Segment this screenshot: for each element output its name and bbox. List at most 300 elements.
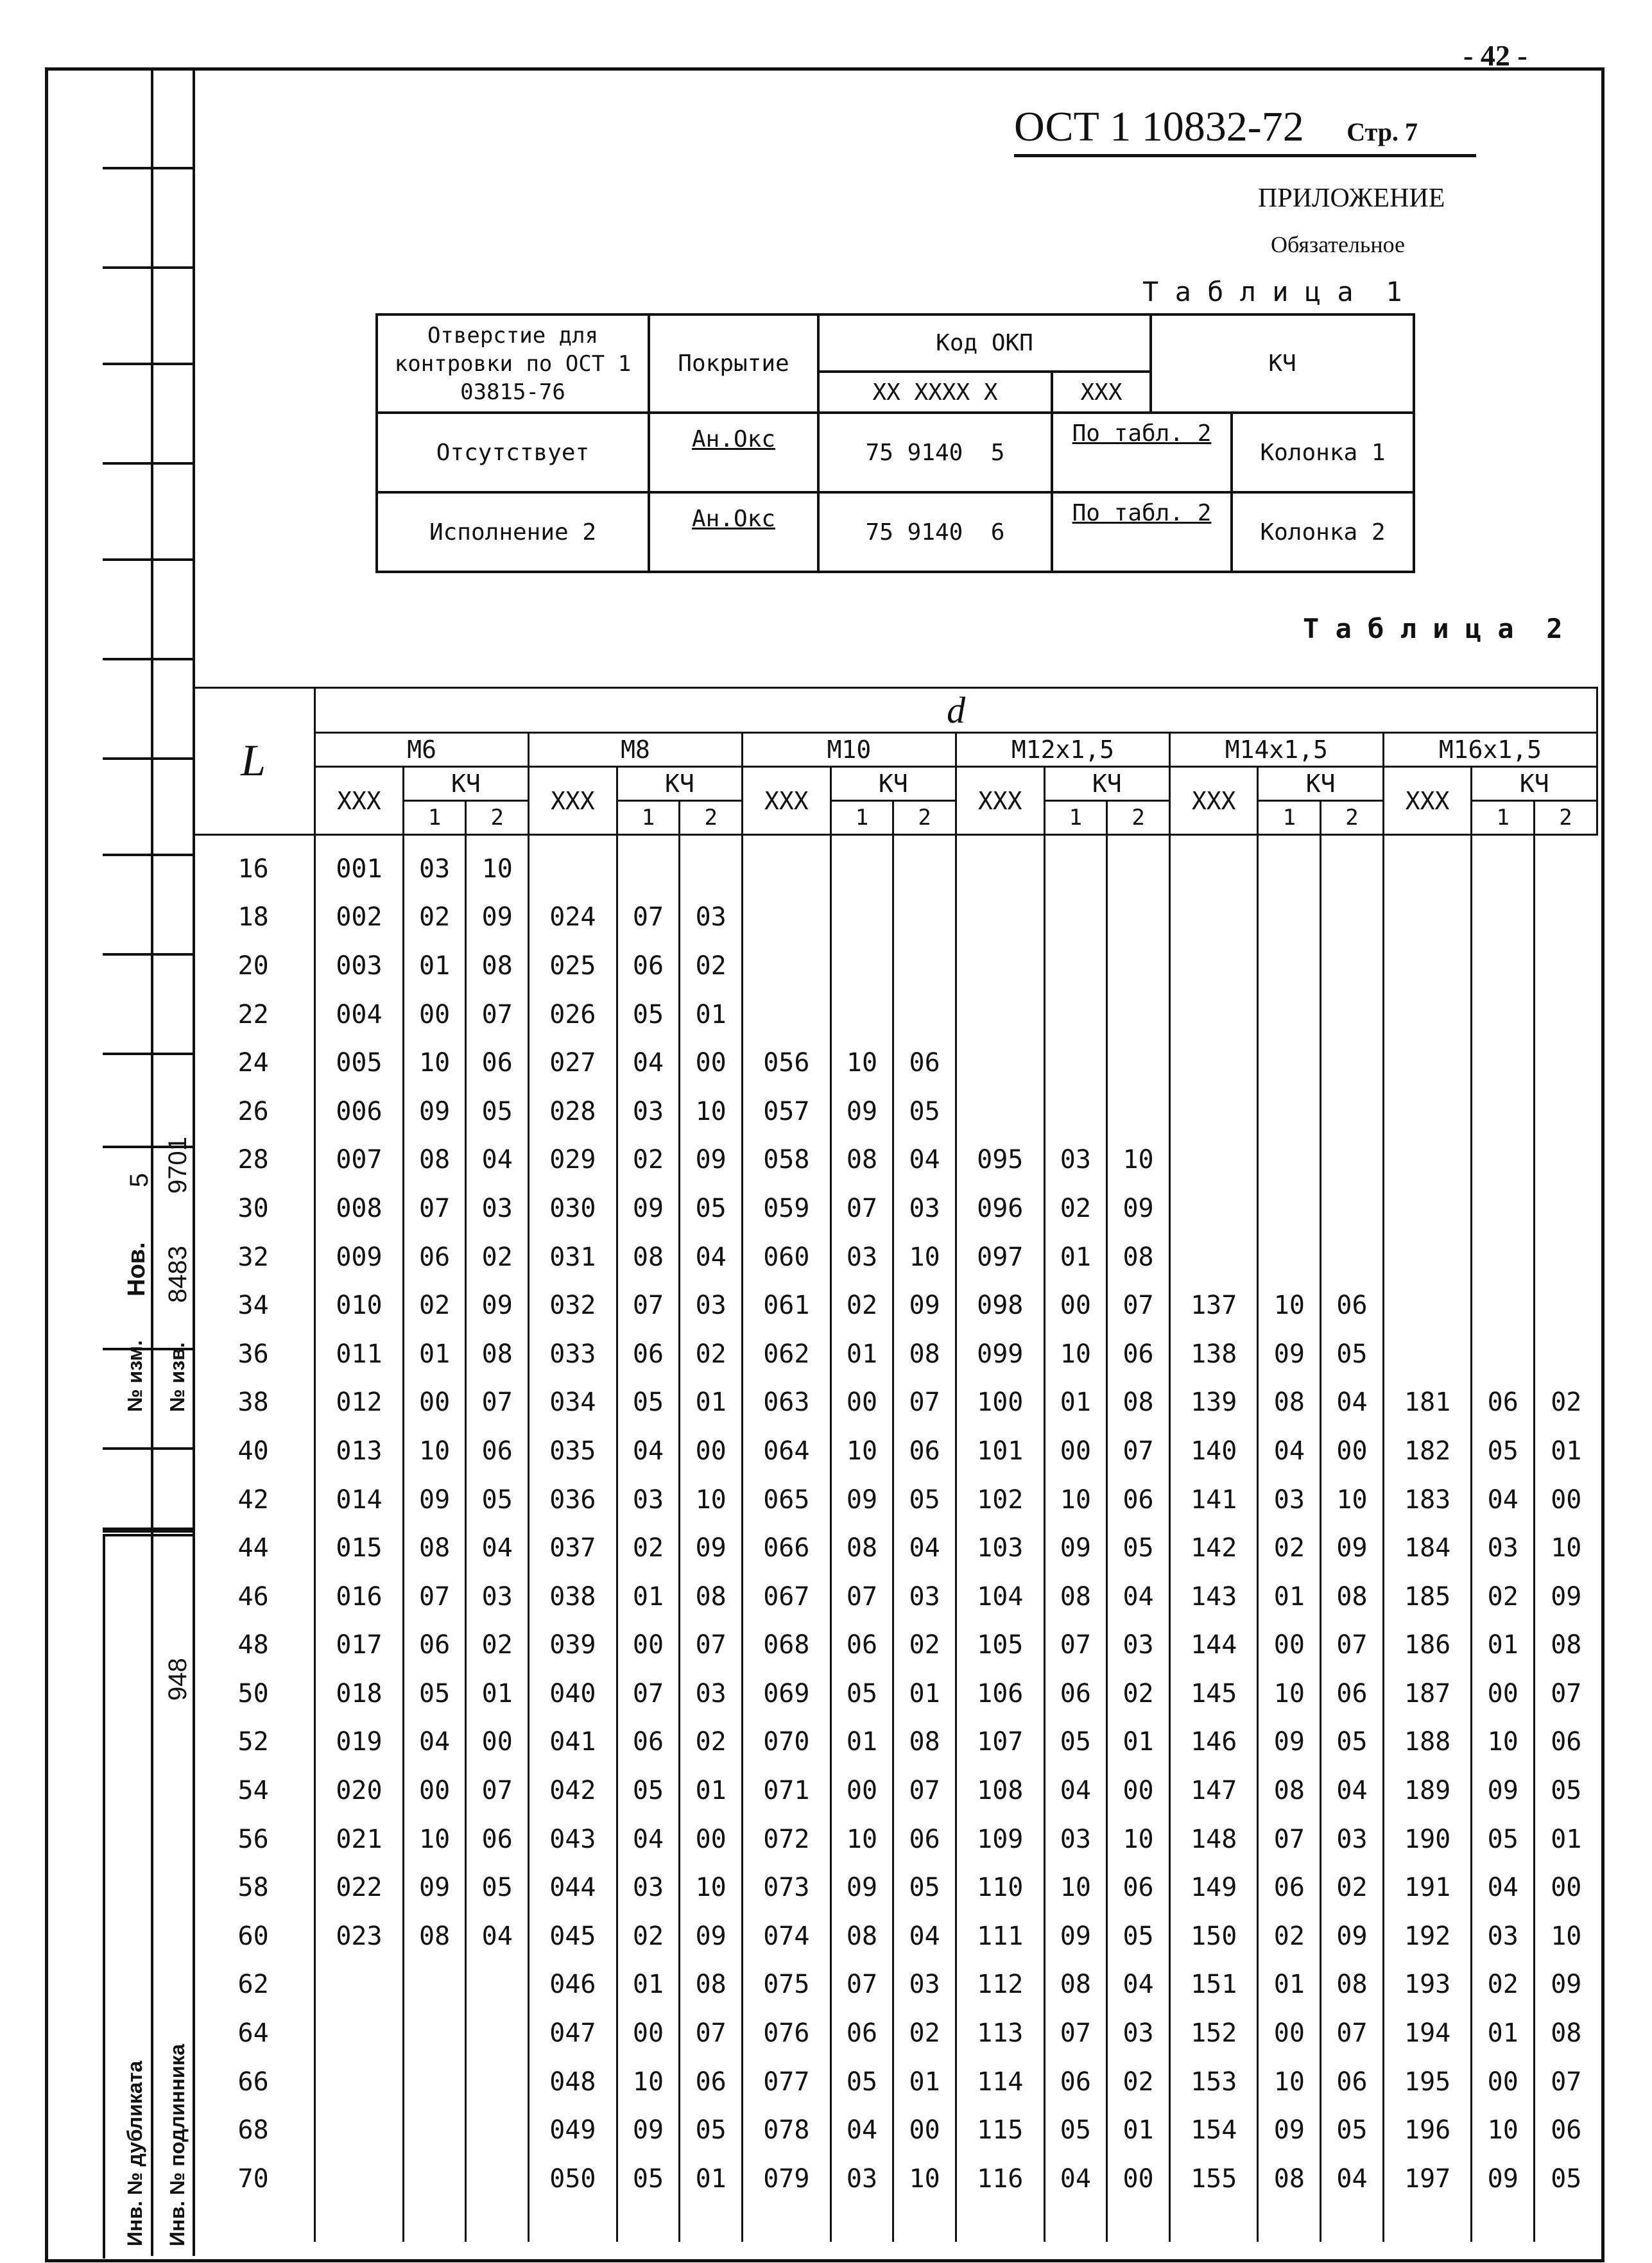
table-cell: 05 bbox=[1472, 1427, 1535, 1476]
table-cell bbox=[1472, 990, 1535, 1039]
table-cell: 00 bbox=[1472, 1669, 1535, 1718]
row-length: 58 bbox=[237, 1873, 269, 1903]
table-cell: 02 bbox=[1472, 1961, 1535, 2009]
table-cell: 03 bbox=[1107, 2009, 1170, 2058]
table-cell: 115 bbox=[956, 2106, 1044, 2155]
table-cell: 02 bbox=[1258, 1912, 1321, 1961]
table-cell: 03 bbox=[830, 1233, 893, 1282]
row-length: 20 bbox=[237, 951, 269, 981]
table-cell: 041 bbox=[529, 1718, 617, 1767]
table-cell: 012 bbox=[315, 1379, 404, 1427]
table-cell: 02 bbox=[1258, 1524, 1321, 1572]
t2-head-xxx-3: XXX bbox=[956, 767, 1044, 835]
t2-head-c1-0: 1 bbox=[403, 801, 466, 835]
table-cell: 106 bbox=[956, 1669, 1044, 1718]
table-cell: 09 bbox=[1044, 1912, 1107, 1961]
table-cell: 02 bbox=[893, 1621, 956, 1670]
table-cell: 030 bbox=[529, 1184, 617, 1233]
table-cell: 08 bbox=[1535, 1621, 1597, 1670]
table-cell: 039 bbox=[529, 1621, 617, 1670]
table-cell: 024 bbox=[529, 893, 617, 942]
table-cell: 02 bbox=[680, 1330, 743, 1379]
table-cell: 050 bbox=[529, 2155, 617, 2203]
table-cell bbox=[403, 1961, 466, 2009]
table-cell bbox=[1107, 990, 1170, 1039]
table-cell: 01 bbox=[893, 2058, 956, 2106]
table-cell: 10 bbox=[830, 1815, 893, 1864]
margin-rule-1 bbox=[103, 167, 193, 169]
table-cell: 144 bbox=[1169, 1621, 1258, 1670]
table-cell: 08 bbox=[1044, 1961, 1107, 2009]
table-cell bbox=[1321, 893, 1384, 942]
table-cell-empty bbox=[893, 2203, 956, 2242]
table-cell: 05 bbox=[1107, 1912, 1170, 1961]
t2-head-group-3: M12x1,5 bbox=[956, 733, 1169, 767]
table-cell: 10 bbox=[1107, 1815, 1170, 1864]
table-cell: 08 bbox=[1535, 2009, 1597, 2058]
table-cell: 188 bbox=[1383, 1718, 1472, 1767]
table-cell bbox=[1258, 1233, 1321, 1282]
row-length: 36 bbox=[237, 1339, 269, 1369]
table-cell: 08 bbox=[680, 1961, 743, 2009]
table-cell: 01 bbox=[680, 2155, 743, 2203]
table-cell: 142 bbox=[1169, 1524, 1258, 1572]
table-cell bbox=[1107, 1087, 1170, 1136]
table-cell: 04 bbox=[1258, 1427, 1321, 1476]
table-cell: 10 bbox=[1044, 1330, 1107, 1379]
table-cell bbox=[1321, 835, 1384, 893]
table-cell: 03 bbox=[617, 1863, 680, 1912]
table-cell: 007 bbox=[315, 1136, 404, 1185]
table-cell: 07 bbox=[893, 1766, 956, 1815]
table-cell: 05 bbox=[466, 1087, 529, 1136]
table-cell: 07 bbox=[1044, 1621, 1107, 1670]
table-cell bbox=[1383, 1233, 1472, 1282]
t2-head-c1-4: 1 bbox=[1258, 801, 1321, 835]
table-cell: 191 bbox=[1383, 1863, 1472, 1912]
table-cell: 06 bbox=[830, 1621, 893, 1670]
table-cell: 049 bbox=[529, 2106, 617, 2155]
table-cell bbox=[1321, 1136, 1384, 1185]
table-cell: 05 bbox=[1107, 1524, 1170, 1572]
table-cell: 034 bbox=[529, 1379, 617, 1427]
doc-code bbox=[1014, 103, 1476, 157]
table-cell: 01 bbox=[1535, 1427, 1597, 1476]
table-cell: 03 bbox=[1258, 1476, 1321, 1524]
table-cell: 05 bbox=[617, 1379, 680, 1427]
table-cell bbox=[1258, 1038, 1321, 1087]
row-length: 56 bbox=[237, 1824, 269, 1854]
t2-head-kch-1: КЧ bbox=[617, 767, 742, 801]
table-cell bbox=[1383, 990, 1472, 1039]
table-cell: 06 bbox=[680, 2058, 743, 2106]
table-cell bbox=[1169, 835, 1258, 893]
table-cell bbox=[315, 1961, 404, 2009]
table-cell: 01 bbox=[680, 990, 743, 1039]
table-cell: 03 bbox=[1321, 1815, 1384, 1864]
table-cell: 05 bbox=[1321, 1330, 1384, 1379]
table-cell: 046 bbox=[529, 1961, 617, 2009]
table-cell: 028 bbox=[529, 1087, 617, 1136]
t2-head-kch-5: КЧ bbox=[1472, 767, 1597, 801]
table-cell: 06 bbox=[1044, 1669, 1107, 1718]
table-cell: 07 bbox=[403, 1572, 466, 1621]
page-number: - 42 - bbox=[1463, 39, 1527, 72]
table-cell: 10 bbox=[1472, 1718, 1535, 1767]
table-cell-empty bbox=[956, 2203, 1044, 2242]
table-cell: 155 bbox=[1169, 2155, 1258, 2203]
row-length: 38 bbox=[237, 1388, 269, 1418]
table-cell: 07 bbox=[680, 1621, 743, 1670]
table-cell bbox=[1535, 1136, 1597, 1185]
table-cell: 098 bbox=[956, 1281, 1044, 1330]
table-cell: 10 bbox=[1044, 1476, 1107, 1524]
table-cell: 001 bbox=[315, 835, 404, 893]
table-cell: 01 bbox=[1044, 1233, 1107, 1282]
appendix-mandatory: Обязательное bbox=[1271, 232, 1406, 257]
table-cell: 01 bbox=[680, 1766, 743, 1815]
table-cell: 10 bbox=[403, 1815, 466, 1864]
table-cell: 064 bbox=[743, 1427, 831, 1476]
table-cell bbox=[956, 1038, 1044, 1087]
table-cell: 04 bbox=[466, 1524, 529, 1572]
table-cell: 08 bbox=[893, 1330, 956, 1379]
table-cell: 020 bbox=[315, 1766, 404, 1815]
table-cell: 04 bbox=[1044, 1766, 1107, 1815]
table-cell bbox=[1107, 1038, 1170, 1087]
table-cell: 066 bbox=[743, 1524, 831, 1572]
table-cell bbox=[1321, 990, 1384, 1039]
table-cell bbox=[1383, 1330, 1472, 1379]
table-cell: 152 bbox=[1169, 2009, 1258, 2058]
table-cell bbox=[1169, 1233, 1258, 1282]
table-cell: 06 bbox=[1044, 2058, 1107, 2106]
table-cell: 01 bbox=[617, 1961, 680, 2009]
table-cell: 10 bbox=[1044, 1863, 1107, 1912]
table-cell: 048 bbox=[529, 2058, 617, 2106]
t2-head-kch-4: КЧ bbox=[1258, 767, 1383, 801]
t1-head-okp: Код ОКП bbox=[818, 314, 1151, 372]
t2-head-c2-0: 2 bbox=[466, 801, 529, 835]
row-length: 62 bbox=[237, 1970, 269, 2000]
table-cell: 069 bbox=[743, 1669, 831, 1718]
table-cell-empty bbox=[1472, 2203, 1535, 2242]
table-cell: 09 bbox=[830, 1476, 893, 1524]
table-cell bbox=[1044, 1087, 1107, 1136]
margin-rule-7 bbox=[103, 757, 193, 760]
table-cell: 056 bbox=[743, 1038, 831, 1087]
table-row bbox=[193, 1087, 1597, 1136]
table-cell: 00 bbox=[1535, 1476, 1597, 1524]
table-cell bbox=[1383, 1281, 1472, 1330]
table-cell bbox=[1472, 1136, 1535, 1185]
table-cell: 02 bbox=[1472, 1572, 1535, 1621]
table-cell: 06 bbox=[1107, 1330, 1170, 1379]
table-cell bbox=[1383, 835, 1472, 893]
table-cell bbox=[743, 835, 831, 893]
table-cell: 01 bbox=[1258, 1572, 1321, 1621]
table-cell bbox=[529, 835, 617, 893]
table-cell: 07 bbox=[1044, 2009, 1107, 2058]
table-cell bbox=[466, 2155, 529, 2203]
table-cell: 187 bbox=[1383, 1669, 1472, 1718]
table-cell: 10 bbox=[1258, 1281, 1321, 1330]
table-cell: 07 bbox=[1535, 2058, 1597, 2106]
margin-rule-5 bbox=[103, 558, 193, 561]
table-cell: 074 bbox=[743, 1912, 831, 1961]
table-cell: 10 bbox=[1258, 2058, 1321, 2106]
table-cell: 02 bbox=[466, 1621, 529, 1670]
table-cell: 193 bbox=[1383, 1961, 1472, 2009]
table-cell: 10 bbox=[1107, 1136, 1170, 1185]
row-length: 40 bbox=[237, 1436, 269, 1466]
table-row bbox=[193, 1427, 1597, 1476]
table-cell: 08 bbox=[830, 1524, 893, 1572]
table-cell: 10 bbox=[830, 1038, 893, 1087]
table-cell: 011 bbox=[315, 1330, 404, 1379]
margin-notice-no-2: 8483 bbox=[164, 1246, 192, 1303]
page-label: Стр. 7 bbox=[1347, 117, 1418, 146]
table-cell: 08 bbox=[1258, 1766, 1321, 1815]
row-length: 30 bbox=[237, 1193, 269, 1223]
table-cell: 031 bbox=[529, 1233, 617, 1282]
t2-head-c2-4: 2 bbox=[1321, 801, 1384, 835]
table-cell bbox=[315, 2058, 404, 2106]
table-cell: 03 bbox=[830, 2155, 893, 2203]
table-cell: 09 bbox=[1321, 1524, 1384, 1572]
table-cell: 10 bbox=[680, 1476, 743, 1524]
table-cell: 141 bbox=[1169, 1476, 1258, 1524]
table-cell bbox=[956, 893, 1044, 942]
table-cell: 10 bbox=[403, 1038, 466, 1087]
table-cell: 113 bbox=[956, 2009, 1044, 2058]
table-cell: 01 bbox=[466, 1669, 529, 1718]
table-cell: 06 bbox=[466, 1427, 529, 1476]
table-cell bbox=[1383, 1087, 1472, 1136]
table-cell: 03 bbox=[617, 1087, 680, 1136]
table-cell bbox=[1535, 1184, 1597, 1233]
table-cell: 075 bbox=[743, 1961, 831, 2009]
t1-head-okp-b: ХХХ bbox=[1052, 372, 1151, 413]
table-cell bbox=[1258, 893, 1321, 942]
table-cell: 185 bbox=[1383, 1572, 1472, 1621]
table-cell: 00 bbox=[1107, 2155, 1170, 2203]
table-cell: 09 bbox=[1258, 1718, 1321, 1767]
table-cell: 03 bbox=[893, 1572, 956, 1621]
table-cell bbox=[1535, 1087, 1597, 1136]
table-cell bbox=[1472, 1184, 1535, 1233]
table-cell: 063 bbox=[743, 1379, 831, 1427]
table-cell: 03 bbox=[1107, 1621, 1170, 1670]
table-cell: 008 bbox=[315, 1184, 404, 1233]
margin-rule-6 bbox=[103, 658, 193, 660]
table-cell: 09 bbox=[1258, 1330, 1321, 1379]
table-cell bbox=[466, 1961, 529, 2009]
table-cell: 07 bbox=[403, 1184, 466, 1233]
table-cell bbox=[1535, 1233, 1597, 1282]
table-cell: 00 bbox=[1321, 1427, 1384, 1476]
table-cell bbox=[1258, 1087, 1321, 1136]
table-cell: 00 bbox=[680, 1038, 743, 1087]
table-cell: 014 bbox=[315, 1476, 404, 1524]
table-cell: 09 bbox=[1107, 1184, 1170, 1233]
table-cell: 03 bbox=[1472, 1524, 1535, 1572]
table-cell bbox=[403, 2058, 466, 2106]
table-row bbox=[193, 835, 1597, 893]
t1-row2-kch: Колонка 2 bbox=[1232, 492, 1414, 572]
row-length: 50 bbox=[237, 1678, 269, 1708]
t2-head-group-0: M6 bbox=[315, 733, 529, 767]
table-cell: 06 bbox=[466, 1815, 529, 1864]
table-cell: 196 bbox=[1383, 2106, 1472, 2155]
table-cell: 08 bbox=[403, 1912, 466, 1961]
table-cell: 112 bbox=[956, 1961, 1044, 2009]
table-cell: 01 bbox=[1535, 1815, 1597, 1864]
t1-row1-code: 75 9140 5 bbox=[818, 413, 1052, 492]
table-cell: 143 bbox=[1169, 1572, 1258, 1621]
table-cell: 09 bbox=[617, 1184, 680, 1233]
doc-code-text: ОСТ 1 10832-72 bbox=[1014, 103, 1304, 150]
table-cell: 09 bbox=[830, 1863, 893, 1912]
table-row bbox=[193, 1476, 1597, 1524]
table-cell bbox=[1472, 893, 1535, 942]
table-cell: 002 bbox=[315, 893, 404, 942]
table-cell bbox=[830, 893, 893, 942]
table-row bbox=[193, 1330, 1597, 1379]
table-cell: 137 bbox=[1169, 1281, 1258, 1330]
table-cell: 058 bbox=[743, 1136, 831, 1185]
table-cell bbox=[315, 2009, 404, 2058]
table-cell bbox=[1383, 1184, 1472, 1233]
margin-rule-10 bbox=[103, 1053, 193, 1055]
table-cell: 104 bbox=[956, 1572, 1044, 1621]
table-cell bbox=[1383, 893, 1472, 942]
table-cell: 10 bbox=[617, 2058, 680, 2106]
table-cell: 057 bbox=[743, 1087, 831, 1136]
table-cell bbox=[1472, 1330, 1535, 1379]
t1-row1-coating-blank bbox=[649, 452, 818, 492]
table-cell bbox=[893, 942, 956, 990]
table-cell: 154 bbox=[1169, 2106, 1258, 2155]
table-cell: 099 bbox=[956, 1330, 1044, 1379]
table-cell: 00 bbox=[1535, 1863, 1597, 1912]
table-cell bbox=[1535, 835, 1597, 893]
table-cell: 00 bbox=[403, 990, 466, 1039]
table-cell: 02 bbox=[403, 1281, 466, 1330]
table-cell: 10 bbox=[893, 2155, 956, 2203]
table-cell: 07 bbox=[617, 1669, 680, 1718]
table-cell: 01 bbox=[1472, 1621, 1535, 1670]
table-cell bbox=[1321, 1087, 1384, 1136]
margin-inv-dup-label: Инв. № дубликата bbox=[123, 2060, 146, 2246]
table-cell: 06 bbox=[1321, 2058, 1384, 2106]
table-cell-empty bbox=[193, 2203, 315, 2242]
table-cell: 07 bbox=[830, 1961, 893, 2009]
table-cell: 04 bbox=[1044, 2155, 1107, 2203]
table-cell: 05 bbox=[1535, 1766, 1597, 1815]
table-cell: 100 bbox=[956, 1379, 1044, 1427]
table-cell: 01 bbox=[1107, 1718, 1170, 1767]
row-length: 70 bbox=[237, 2164, 269, 2194]
table-cell: 07 bbox=[893, 1379, 956, 1427]
table-cell: 01 bbox=[1107, 2106, 1170, 2155]
table-cell bbox=[1169, 1038, 1258, 1087]
table-cell bbox=[1472, 1233, 1535, 1282]
table-cell bbox=[1321, 1184, 1384, 1233]
table-cell: 189 bbox=[1383, 1766, 1472, 1815]
table-cell bbox=[1258, 990, 1321, 1039]
table-row bbox=[193, 1233, 1597, 1282]
t2-head-xxx-5: XXX bbox=[1383, 767, 1472, 835]
table-cell bbox=[1169, 893, 1258, 942]
table-cell: 070 bbox=[743, 1718, 831, 1767]
table-cell: 140 bbox=[1169, 1427, 1258, 1476]
table-cell: 027 bbox=[529, 1038, 617, 1087]
row-length: 18 bbox=[237, 902, 269, 933]
table-cell: 032 bbox=[529, 1281, 617, 1330]
t1-head-coating: Покрытие bbox=[649, 314, 818, 413]
table-row bbox=[193, 1863, 1597, 1912]
t2-head-kch-0: КЧ bbox=[403, 767, 528, 801]
margin-inv-number: 948 bbox=[164, 1658, 192, 1701]
table-row bbox=[193, 1718, 1597, 1767]
table-cell: 148 bbox=[1169, 1815, 1258, 1864]
table-cell: 06 bbox=[893, 1038, 956, 1087]
table-cell bbox=[830, 835, 893, 893]
table-cell: 05 bbox=[893, 1476, 956, 1524]
table-cell: 062 bbox=[743, 1330, 831, 1379]
table-cell: 02 bbox=[680, 942, 743, 990]
table-cell: 01 bbox=[403, 1330, 466, 1379]
table-cell bbox=[1472, 1087, 1535, 1136]
t2-head-xxx-1: XXX bbox=[529, 767, 617, 835]
row-length: 64 bbox=[237, 2018, 269, 2049]
table-cell: 01 bbox=[893, 1669, 956, 1718]
table-cell: 03 bbox=[680, 893, 743, 942]
table-cell: 059 bbox=[743, 1184, 831, 1233]
t1-row2-ref: По табл. 2 bbox=[1052, 492, 1232, 532]
table-cell bbox=[956, 1087, 1044, 1136]
table-cell: 05 bbox=[830, 1669, 893, 1718]
table-cell: 10 bbox=[403, 1427, 466, 1476]
row-length: 22 bbox=[237, 999, 269, 1029]
table-cell: 01 bbox=[1044, 1379, 1107, 1427]
table-cell: 05 bbox=[466, 1476, 529, 1524]
table-row bbox=[193, 1281, 1597, 1330]
table-cell: 00 bbox=[680, 1427, 743, 1476]
table-cell bbox=[1169, 1087, 1258, 1136]
table-cell: 05 bbox=[1044, 1718, 1107, 1767]
table-cell bbox=[1169, 990, 1258, 1039]
table-cell bbox=[1472, 835, 1535, 893]
table-cell-empty bbox=[1107, 2203, 1170, 2242]
table-cell: 10 bbox=[1535, 1912, 1597, 1961]
table-cell bbox=[680, 835, 743, 893]
table-cell: 09 bbox=[1044, 1524, 1107, 1572]
t1-head-kch: КЧ bbox=[1151, 314, 1414, 413]
table-cell: 045 bbox=[529, 1912, 617, 1961]
table-cell bbox=[466, 2058, 529, 2106]
table-cell: 02 bbox=[466, 1233, 529, 1282]
table-cell-empty bbox=[1535, 2203, 1597, 2242]
table-cell: 025 bbox=[529, 942, 617, 990]
table-cell: 00 bbox=[466, 1718, 529, 1767]
table-cell: 05 bbox=[1321, 1718, 1384, 1767]
table-cell: 146 bbox=[1169, 1718, 1258, 1767]
table-cell: 03 bbox=[466, 1572, 529, 1621]
table-cell: 067 bbox=[743, 1572, 831, 1621]
table-cell: 06 bbox=[403, 1621, 466, 1670]
